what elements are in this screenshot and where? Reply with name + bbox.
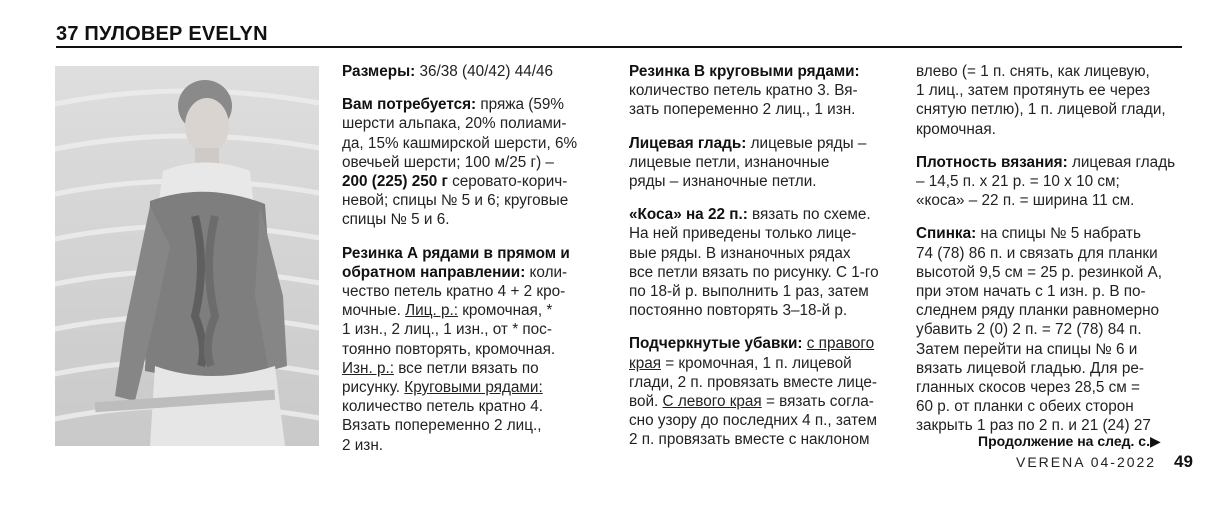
decrease-paragraph: Подчеркнутые убавки: с правого края = кромочная, 1 п. лицевой глади, 2 п. провязать вместе лице- вой. С левого края = вязать согла- сно узору до последних 4 п., затем 2 п. провязать вместе с наклоном (629, 335, 878, 449)
gauge-heading: Плотность вязания: (916, 153, 1068, 171)
sizes-label: Размеры: (342, 63, 416, 80)
magazine-footer (1016, 454, 1156, 470)
arrow-right-icon: ▶ (1150, 433, 1161, 449)
rib-b-paragraph: Резинка В круговыми рядами: количество петель кратно 3. Вя- зать попеременно 2 лиц., 1 изн. (629, 63, 860, 119)
sizes-line (342, 62, 604, 81)
decrease-heading: Подчеркнутые убавки: (629, 335, 803, 353)
rib-b-heading: Резинка В круговыми рядами: (629, 63, 860, 80)
back-heading: Спинка: (916, 225, 977, 243)
model-photo (55, 66, 319, 446)
in-rounds-label: Круговыми рядами: (404, 379, 543, 397)
title-rule (56, 46, 1182, 48)
column-3 (916, 62, 1184, 436)
gauge-paragraph: Плотность вязания: лицевая гладь – 14,5 п. х 21 р. = 10 х 10 см; «коса» – 22 п. = ширина 11 см. (916, 153, 1176, 210)
page-number: 49 (1174, 452, 1193, 471)
magazine-name: VERENA (1016, 454, 1085, 470)
page-title (56, 22, 268, 46)
column-2 (629, 62, 895, 450)
continued-note: Продолжение на след. с.▶ (978, 433, 1161, 449)
knit-row-label: Лиц. р.: (405, 302, 458, 320)
left-edge-label: С левого края (662, 393, 762, 411)
issue-number: 04-2022 (1090, 454, 1157, 470)
yarn-amount: 200 (225) 250 г (342, 173, 448, 191)
pattern-number: 37 (56, 23, 79, 45)
rib-a-heading: Резинка А рядами в прямом и (342, 244, 570, 262)
pattern-title: ПУЛОВЕР EVELYN (84, 23, 268, 45)
stockinette-paragraph: Лицевая гладь: лицевые ряды – лицевые петли, изнаночные ряды – изнаночные петли. (629, 134, 867, 191)
purl-row-label: Изн. р.: (342, 359, 394, 377)
materials-label: Вам потребуется: (342, 96, 477, 114)
cable-paragraph: «Коса» на 22 п.: вязать по схеме. На ней приведены только лице- вые ряды. В изнаночных рядах все петли вязать по рисунку. С 1-го по 18-й р. выполнить 1 раз, затем постоянно повторять 3–18-й р. (629, 206, 879, 320)
decrease-continued: влево (= 1 п. снять, как лицевую, 1 лиц., затем протянуть ее через снятую петлю), 1 п. лицевой глади, кромочная. (916, 63, 1166, 138)
sizes-value: 36/38 (40/42) 44/46 (415, 63, 554, 80)
stockinette-heading: Лицевая гладь: (629, 134, 747, 152)
materials-paragraph: Вам потребуется: пряжа (59% шерсти альпака, 20% полиами- да, 15% кашмирской шерсти, 6% овечьей шерсти; 100 м/25 г) – 200 (225) 250 г серовато-корич- невой; спицы № 5 и 6; круговые спицы № 5 и 6. (342, 96, 578, 229)
rib-a-paragraph: Резинка А рядами в прямом и обратном направлении: коли- чество петель кратно 4 + 2 кро- мочные. Лиц. р.: кромочная, * 1 изн., 2 лиц., 1 изн., от * пос- тоянно повторять, кромочная. Изн. р.: все петли вязать по рисунку. Круговыми рядами: количество петель кратно 4. Вязать попеременно 2 лиц., 2 изн. (342, 244, 570, 454)
model-photo-illustration (55, 66, 319, 446)
cable-heading: «Коса» на 22 п.: (629, 206, 748, 224)
back-paragraph: Спинка: на спицы № 5 набрать 74 (78) 86 п. и связать для планки высотой 9,5 см = 25 р. резинкой А, при этом начать с 1 изн. р. В по- следнем ряду планки равномерно убавить 2 (0) 2 п. = 72 (78) 84 п. Затем перейти на спицы № 6 и вязать лицевой гладью. Для ре- гланных скосов через 28,5 см = 60 р. от планки с обеих сторон закрыть 1 раз по 2 п. и 21 (24) 27 (916, 225, 1162, 435)
column-1 (342, 62, 604, 455)
